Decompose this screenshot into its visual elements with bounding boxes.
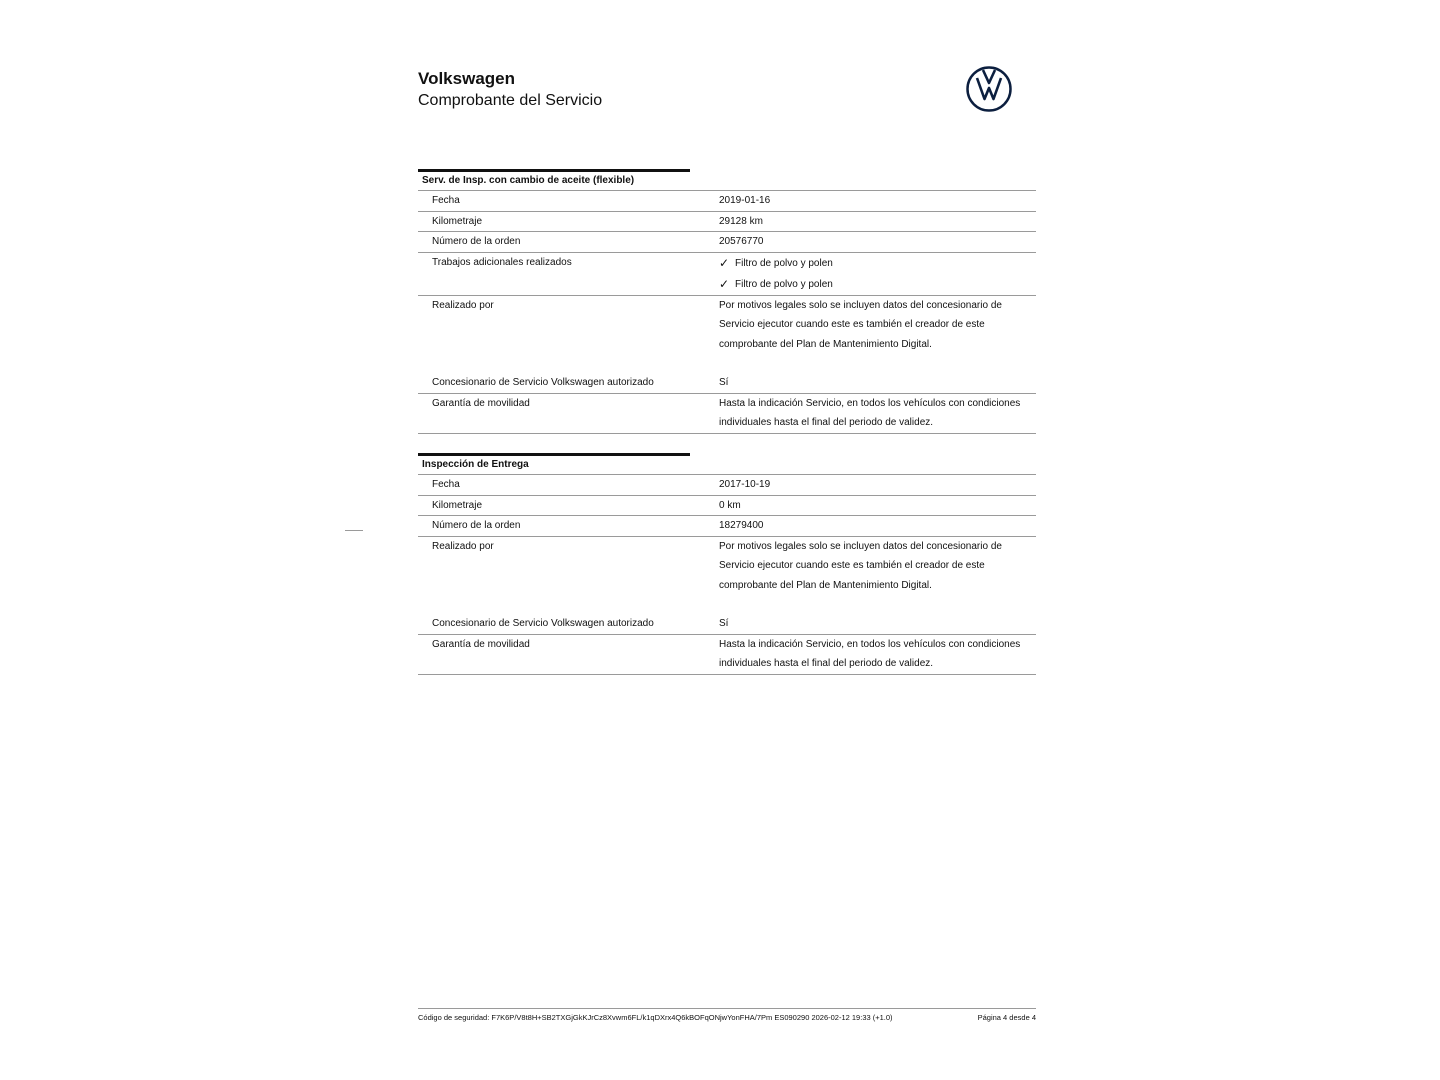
- table-row: [418, 496, 1036, 517]
- list-item: [719, 253, 1036, 274]
- row-value: Por motivos legales solo se incluyen datos del concesionario de Servicio ejecutor cuando este es también el creador de este comprobante del Plan de Mantenimiento Digital.: [719, 299, 1002, 350]
- service-section-oil-change: [418, 169, 1036, 434]
- list-item-label: Filtro de polvo y polen: [735, 278, 833, 290]
- row-value: Hasta la indicación Servicio, en todos los vehículos con condiciones individuales hasta el final del periodo de validez.: [719, 397, 1021, 428]
- table-row: [418, 635, 1036, 675]
- row-label: Garantía de movilidad: [432, 638, 530, 650]
- page-footer: [418, 1008, 1036, 1027]
- row-value: Sí: [719, 618, 729, 629]
- checkmark-icon: ✓: [719, 276, 730, 291]
- table-row: [418, 516, 1036, 537]
- table-row: [418, 191, 1036, 212]
- section-title: Inspección de Entrega: [418, 456, 1036, 475]
- row-label: Realizado por: [432, 299, 494, 311]
- row-value: 2017-10-19: [719, 479, 771, 490]
- document-title: Comprobante del Servicio: [418, 92, 603, 109]
- table-row: [418, 253, 1036, 296]
- row-label: Fecha: [432, 195, 460, 206]
- margin-mark: [345, 530, 363, 531]
- row-label: Número de la orden: [432, 520, 521, 531]
- row-value: 18279400: [719, 520, 764, 531]
- row-label: Fecha: [432, 479, 460, 490]
- document-page: [418, 0, 1036, 1080]
- security-code: Código de seguridad: F7K6P/V8t8H+SB2TXGjGkKJrCz8Xvwm6FL/k1qDXrx4Q6kBOFqONjwYonFHA/7Pm ES090290 2026-02-12 19:33 (+1.0): [418, 1013, 893, 1022]
- row-value: 0 km: [719, 499, 741, 511]
- table-row: [418, 537, 1036, 596]
- table-row: [418, 475, 1036, 496]
- row-label: Garantía de movilidad: [432, 397, 530, 409]
- section-title: Serv. de Insp. con cambio de aceite (flexible): [418, 172, 1036, 191]
- checkmark-icon: ✓: [719, 255, 730, 270]
- row-value: Hasta la indicación Servicio, en todos los vehículos con condiciones individuales hasta el final del periodo de validez.: [719, 638, 1021, 669]
- header: [418, 68, 602, 112]
- table-row: [418, 394, 1036, 434]
- row-label: Trabajos adicionales realizados: [432, 256, 572, 268]
- table-row: [418, 212, 1036, 233]
- service-section-delivery-inspection: [418, 453, 1036, 675]
- table-row: [418, 614, 1036, 635]
- row-value: Por motivos legales solo se incluyen datos del concesionario de Servicio ejecutor cuando este es también el creador de este comprobante del Plan de Mantenimiento Digital.: [719, 540, 1002, 591]
- list-item-label: Filtro de polvo y polen: [735, 257, 833, 269]
- row-label: Concesionario de Servicio Volkswagen autorizado: [432, 618, 654, 629]
- row-label: Número de la orden: [432, 236, 521, 247]
- list-item: [719, 274, 1036, 295]
- page-number: Página 4 desde 4: [977, 1013, 1036, 1022]
- row-label: Kilometraje: [432, 499, 483, 511]
- table-row: [418, 373, 1036, 394]
- row-value: [719, 253, 1036, 295]
- row-value: 29128 km: [719, 215, 763, 227]
- row-value: Sí: [719, 377, 729, 388]
- row-label: Kilometraje: [432, 215, 483, 227]
- row-label: Realizado por: [432, 540, 494, 552]
- table-row: [418, 232, 1036, 253]
- brand-name: Volkswagen: [418, 69, 515, 88]
- row-label: Concesionario de Servicio Volkswagen autorizado: [432, 377, 654, 388]
- row-value: 20576770: [719, 236, 764, 247]
- volkswagen-logo-icon: [966, 66, 1012, 112]
- row-value: 2019-01-16: [719, 195, 771, 206]
- table-row: [418, 296, 1036, 355]
